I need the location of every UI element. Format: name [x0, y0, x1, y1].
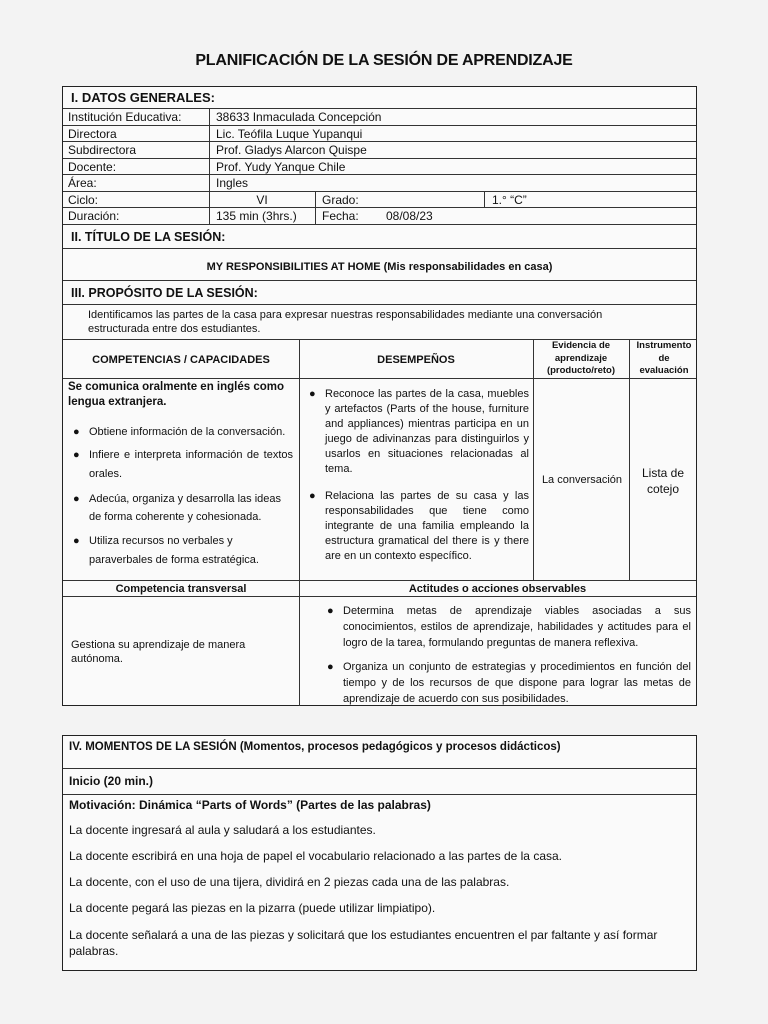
- motivacion-heading: Motivación: Dinámica “Parts of Words” (Partes de las palabras): [69, 798, 431, 812]
- row-directora: [63, 126, 696, 142]
- evidencia-value: La conversación: [541, 474, 623, 486]
- session-plan-table: [62, 86, 697, 706]
- momento-line: La docente, con el uso de una tijera, dividirá en 2 piezas cada una de las palabras.: [69, 875, 510, 889]
- value-institucion: 38633 Inmaculada Concepción: [216, 110, 382, 124]
- bullet-icon: ●: [327, 605, 334, 617]
- value-duracion: 135 min (3hrs.): [216, 209, 297, 223]
- momento-line: La docente escribirá en una hoja de papel el vocabulario relacionado a las partes de la casa.: [69, 849, 562, 863]
- desempenos-list: [307, 387, 529, 570]
- capacidades-list: [71, 425, 293, 576]
- value-docente: Prof. Yudy Yanque Chile: [216, 160, 346, 174]
- actitudes-list: [325, 603, 691, 713]
- label-area: Área:: [68, 176, 97, 190]
- instrumento-value: Lista de cotejo: [641, 466, 685, 496]
- capacidad-item: ● Infiere e interpreta información de textos orales.: [71, 446, 293, 484]
- momento-line: La docente ingresará al aula y saludará a los estudiantes.: [69, 823, 376, 837]
- label-ciclo: Ciclo:: [68, 193, 99, 207]
- competencias-body-row: [63, 379, 696, 581]
- datos-generales-heading: I. DATOS GENERALES:: [63, 87, 696, 109]
- capacidad-item: ● Obtiene información de la conversación.: [73, 426, 286, 438]
- row-subdirectora: [63, 142, 696, 159]
- header-instrumento: Instrumento de evaluación: [636, 340, 692, 376]
- header-transversal: Competencia transversal: [115, 583, 247, 595]
- desempeno-item: ● Relaciona las partes de su casa y las responsabilidades que tiene como integrante de una familia empleando la estructura gramatical del there is y there are en un contexto específico.: [309, 490, 529, 562]
- competencias-header-row: [63, 340, 696, 379]
- bullet-icon: ●: [309, 388, 316, 400]
- value-area: Ingles: [216, 176, 249, 190]
- capacidad-item: ● Adecúa, organiza y desarrolla las ideas de forma coherente y cohesionada.: [71, 490, 293, 526]
- header-desempenos: DESEMPEÑOS: [377, 354, 455, 366]
- titulo-row: [63, 249, 696, 281]
- value-grado: 1.° “C”: [492, 193, 527, 207]
- label-subdirectora: Subdirectora: [68, 143, 137, 157]
- row-ciclo: [63, 192, 696, 208]
- actitud-item: ● Determina metas de aprendizaje viables asociadas a sus conocimientos, estilos de aprendizaje, habilidades y actitudes para el logro de la tarea, formulando preguntas de manera reflexiva.: [327, 605, 691, 649]
- session-title: MY RESPONSIBILITIES AT HOME (Mis responsabilidades en casa): [206, 261, 553, 273]
- inicio-heading: Inicio (20 min.): [63, 769, 696, 795]
- transversal-value: Gestiona su aprendizaje de manera autónoma.: [71, 639, 246, 665]
- titulo-heading: II. TÍTULO DE LA SESIÓN:: [63, 225, 696, 249]
- desempeno-item: ● Reconoce las partes de la casa, muebles y artefactos (Parts of the house, furniture and appliances) mientras participa en un juego de adivinanzas para distinguirlos y usarlos en situaciones relacionadas al tema.: [309, 388, 529, 475]
- proposito-heading: III. PROPÓSITO DE LA SESIÓN:: [63, 281, 696, 305]
- row-docente: [63, 159, 696, 175]
- value-fecha: 08/08/23: [386, 209, 433, 223]
- value-directora: Lic. Teófila Luque Yupanqui: [216, 127, 363, 141]
- label-institucion: Institución Educativa:: [68, 110, 182, 124]
- momento-line: La docente pegará las piezas en la pizarra (puede utilizar limpiatipo).: [69, 901, 436, 915]
- proposito-row: [63, 305, 696, 340]
- label-grado: Grado:: [322, 193, 359, 207]
- bullet-icon: ●: [327, 661, 334, 673]
- competencia-text: Se comunica oralmente en inglés como lengua extranjera.: [68, 381, 285, 408]
- actitud-item: ● Organiza un conjunto de estrategias y procedimientos en función del tiempo y de los recursos de que dispone para lograr las metas de aprendizaje de acuerdo con sus posibilidades.: [327, 661, 691, 705]
- label-fecha: Fecha:: [322, 209, 359, 223]
- bullet-icon: ●: [73, 426, 80, 438]
- row-institucion: [63, 109, 696, 126]
- header-actitudes: Actitudes o acciones observables: [408, 583, 587, 595]
- capacidad-item: ● Utiliza recursos no verbales y paraverbales de forma estratégica.: [71, 532, 293, 570]
- page-title: PLANIFICACIÓN DE LA SESIÓN DE APRENDIZAJE: [195, 52, 573, 69]
- proposito-text: Identificamos las partes de la casa para expresar nuestras responsabilidades mediante una conversación estructurada entre dos estudiantes.: [88, 309, 603, 335]
- label-duracion: Duración:: [68, 209, 120, 223]
- value-ciclo: VI: [256, 193, 268, 207]
- row-duracion: [63, 208, 696, 225]
- bullet-icon: ●: [73, 449, 80, 461]
- value-subdirectora: Prof. Gladys Alarcon Quispe: [216, 143, 367, 157]
- momento-line: La docente señalará a una de las piezas y solicitará que los estudiantes encuentren el par faltante y así formar palabras.: [69, 928, 658, 958]
- label-directora: Directora: [68, 127, 117, 141]
- header-evidencia: Evidencia de aprendizaje (producto/reto): [546, 340, 616, 376]
- transversal-header-row: [63, 581, 696, 597]
- bullet-icon: ●: [73, 493, 80, 505]
- momentos-table: [62, 735, 697, 971]
- header-competencias: COMPETENCIAS / CAPACIDADES: [92, 354, 270, 366]
- bullet-icon: ●: [73, 535, 80, 547]
- row-area: [63, 175, 696, 192]
- transversal-body-row: [63, 597, 696, 706]
- bullet-icon: ●: [309, 490, 316, 502]
- label-docente: Docente:: [68, 160, 117, 174]
- momentos-heading: IV. MOMENTOS DE LA SESIÓN (Momentos, procesos pedagógicos y procesos didácticos): [63, 736, 696, 769]
